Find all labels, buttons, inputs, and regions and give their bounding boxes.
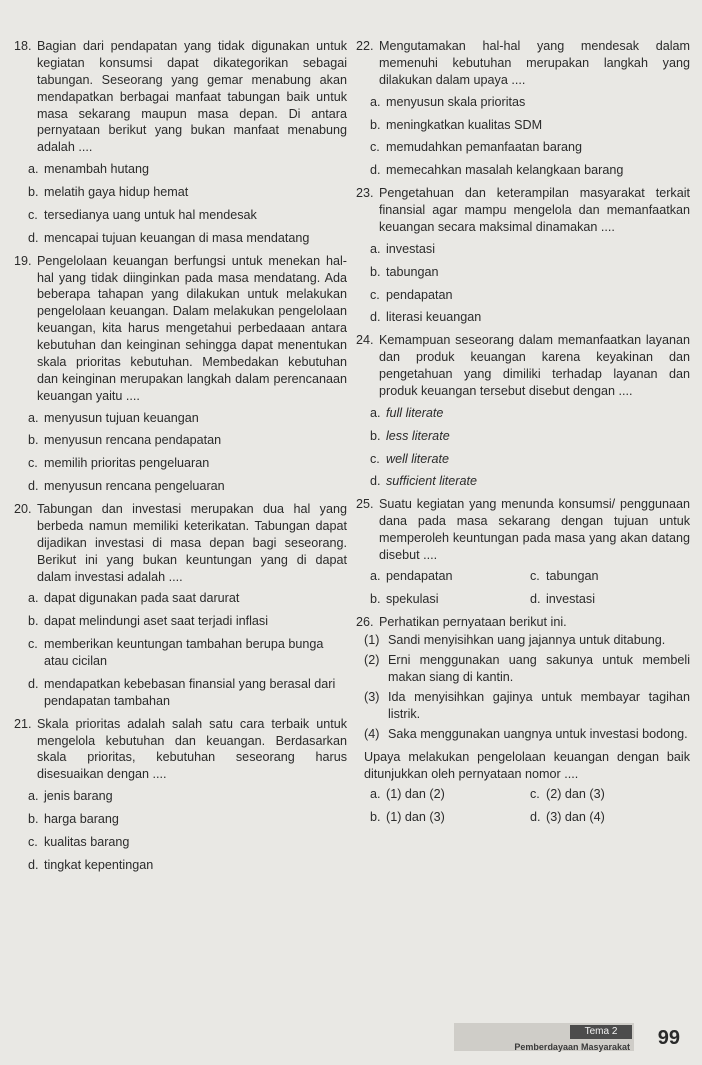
options xyxy=(14,590,347,709)
question-prompt: Upaya melakukan pengelolaan keuangan dengan baik ditunjukkan oleh pernyataan nomor .... xyxy=(364,749,690,781)
option-b[interactable]: b. dapat melindungi aset saat terjadi inflasi xyxy=(28,614,269,629)
option-c[interactable]: c. tabungan xyxy=(530,568,599,583)
options xyxy=(14,788,347,874)
option-d[interactable]: d. memecahkan masalah kelangkaan barang xyxy=(370,163,624,178)
option-b[interactable]: b. menyusun rencana pendapatan xyxy=(28,433,222,448)
option-c[interactable]: c. well literate xyxy=(370,451,449,466)
question-20 xyxy=(14,501,347,710)
option-c[interactable]: c. memberikan keuntungan tambahan berupa bunga atau cicilan xyxy=(28,637,324,668)
question-stem: Kemampuan seseorang dalam memanfaatkan layanan dan produk keuangan karena keyakinan dan pengetahuan yang dimiliki terhadap layanan dan produk keuangan tersebut disebut dengan .... xyxy=(379,333,690,398)
left-column xyxy=(14,38,347,880)
question-stem: Skala prioritas adalah salah satu cara terbaik untuk mengelola kebutuhan dan keuangan. Berdasarkan skala prioritas, kebutuhan seseorang harus disesuaikan dengan .... xyxy=(37,716,347,782)
question-number: 24. xyxy=(356,333,374,348)
question-24 xyxy=(356,332,690,490)
question-21 xyxy=(14,716,347,874)
question-18 xyxy=(14,38,347,247)
theme-subtitle: Pemberdayaan Masyarakat xyxy=(514,1041,630,1052)
option-b[interactable]: b. meningkatkan kualitas SDM xyxy=(370,117,543,132)
option-a[interactable]: a. dapat digunakan pada saat darurat xyxy=(28,591,240,606)
options xyxy=(356,241,690,327)
option-d[interactable]: d. sufficient literate xyxy=(370,474,477,489)
option-a[interactable]: a. (1) dan (2) xyxy=(370,787,445,802)
question-stem: Tabungan dan investasi merupakan dua hal yang berbeda namun memiliki keterikatan. Tabungan dapat dijadikan investasi di masa depan bagi seseorang. Berikut ini yang bukan keuntungan yang di dapat dalam investasi adalah .... xyxy=(37,502,347,584)
option-b[interactable]: b. spekulasi xyxy=(370,591,439,606)
statement-4: (4) Saka menggunakan uangnya untuk investasi bodong. xyxy=(364,726,688,741)
option-b[interactable]: b. harga barang xyxy=(28,812,119,826)
question-stem: Mengutamakan hal-hal yang mendesak dalam memenuhi kebutuhan merupakan langkah yang dilakukan dalam upaya .... xyxy=(379,39,690,87)
option-b[interactable]: b. melatih gaya hidup hemat xyxy=(28,185,189,199)
option-b[interactable]: b. (1) dan (3) xyxy=(370,810,445,825)
option-a[interactable]: a. full literate xyxy=(370,405,444,420)
question-stem: Suatu kegiatan yang menunda konsumsi/ penggunaan dana pada masa sekarang dengan tujuan untuk memperoleh keuntungan pada masa yang akan datang disebut .... xyxy=(379,497,690,562)
option-a[interactable]: a. jenis barang xyxy=(28,789,113,804)
options xyxy=(356,405,690,491)
option-d[interactable]: d. literasi keuangan xyxy=(370,310,482,325)
option-c[interactable]: c. tersedianya uang untuk hal mendesak xyxy=(28,207,257,222)
option-c[interactable]: c. pendapatan xyxy=(370,287,453,302)
question-number: 26. xyxy=(356,614,374,629)
question-number: 23. xyxy=(356,186,374,201)
statement-2: (2) Erni menggunakan uang sakunya untuk membeli makan siang di kantin. xyxy=(364,653,690,685)
options xyxy=(14,161,347,247)
option-d[interactable]: d. mendapatkan kebebasan finansial yang berasal dari pendapatan tambahan xyxy=(28,676,336,708)
question-stem: Perhatikan pernyataan berikut ini. xyxy=(379,614,567,629)
option-d[interactable]: d. investasi xyxy=(530,591,595,606)
question-stem: Pengetahuan dan keterampilan masyarakat terkait finansial agar mampu mengelola dan memanfaatkan keuangan secara maksimal dinamakan .... xyxy=(379,186,690,234)
option-a[interactable]: a. pendapatan xyxy=(370,568,453,583)
option-b[interactable]: b. less literate xyxy=(370,428,450,443)
option-d[interactable]: d. (3) dan (4) xyxy=(530,810,605,825)
option-c[interactable]: c. memilih prioritas pengeluaran xyxy=(28,456,210,471)
option-d[interactable]: d. mencapai tujuan keuangan di masa mendatang xyxy=(28,230,310,245)
option-a[interactable]: a. menambah hutang xyxy=(28,162,150,177)
question-26 xyxy=(356,614,690,827)
page-footer xyxy=(456,1021,686,1055)
option-b[interactable]: b. tabungan xyxy=(370,264,439,279)
question-25 xyxy=(356,496,690,607)
question-23 xyxy=(356,185,690,326)
question-stem: Pengelolaan keuangan berfungsi untuk menekan hal-hal yang tidak diinginkan pada masa mendatang. Ada beberapa tahapan yang dilakukan untuk melakukan pengelolaan keuangan. Dalam melakukan pengelolaan keuangan, kita harus mengetahui perbedaaan antara kebutuhan dan keinginan sehingga dapat menentukan skala prioritas kebutuhan. Membedakan kebutuhan dan keinginan merupakan langkah dalam perencanaan keuangan yaitu .... xyxy=(37,253,347,403)
theme-label: Tema 2 xyxy=(570,1025,632,1039)
question-22 xyxy=(356,38,690,179)
option-c[interactable]: c. kualitas barang xyxy=(28,834,130,849)
question-number: 20. xyxy=(14,502,32,516)
question-number: 25. xyxy=(356,497,374,512)
options xyxy=(370,786,690,826)
option-a[interactable]: a. menyusun tujuan keuangan xyxy=(28,410,199,425)
options xyxy=(370,568,690,608)
page-number: 99 xyxy=(657,1027,680,1050)
question-number: 21. xyxy=(14,716,32,731)
option-d[interactable]: d. menyusun rencana pengeluaran xyxy=(28,479,225,494)
statement-1: (1) Sandi menyisihkan uang jajannya untuk ditabung. xyxy=(364,633,666,648)
question-number: 22. xyxy=(356,39,374,53)
right-column xyxy=(356,38,690,832)
option-c[interactable]: c. (2) dan (3) xyxy=(530,787,605,802)
question-19 xyxy=(14,253,347,495)
option-d[interactable]: d. tingkat kepentingan xyxy=(28,857,154,872)
question-number: 18. xyxy=(14,39,32,53)
option-c[interactable]: c. memudahkan pemanfaatan barang xyxy=(370,140,583,155)
options xyxy=(356,94,690,180)
question-stem: Bagian dari pendapatan yang tidak digunakan untuk kegiatan konsumsi dapat dikategorikan sebagai tabungan. Seseorang yang gemar menabung akan mendapatkan berbagai manfaat tabungan baik untuk masa sekarang maupun masa depan. Di antara pernyataan berikut yang bukan manfaat menabung adalah .... xyxy=(37,39,347,155)
option-a[interactable]: a. investasi xyxy=(370,241,435,256)
options xyxy=(14,410,347,496)
statement-3: (3) Ida menyisihkan gajinya untuk membayar tagihan listrik. xyxy=(364,690,690,721)
option-a[interactable]: a. menyusun skala prioritas xyxy=(370,94,526,109)
question-number: 19. xyxy=(14,253,32,268)
